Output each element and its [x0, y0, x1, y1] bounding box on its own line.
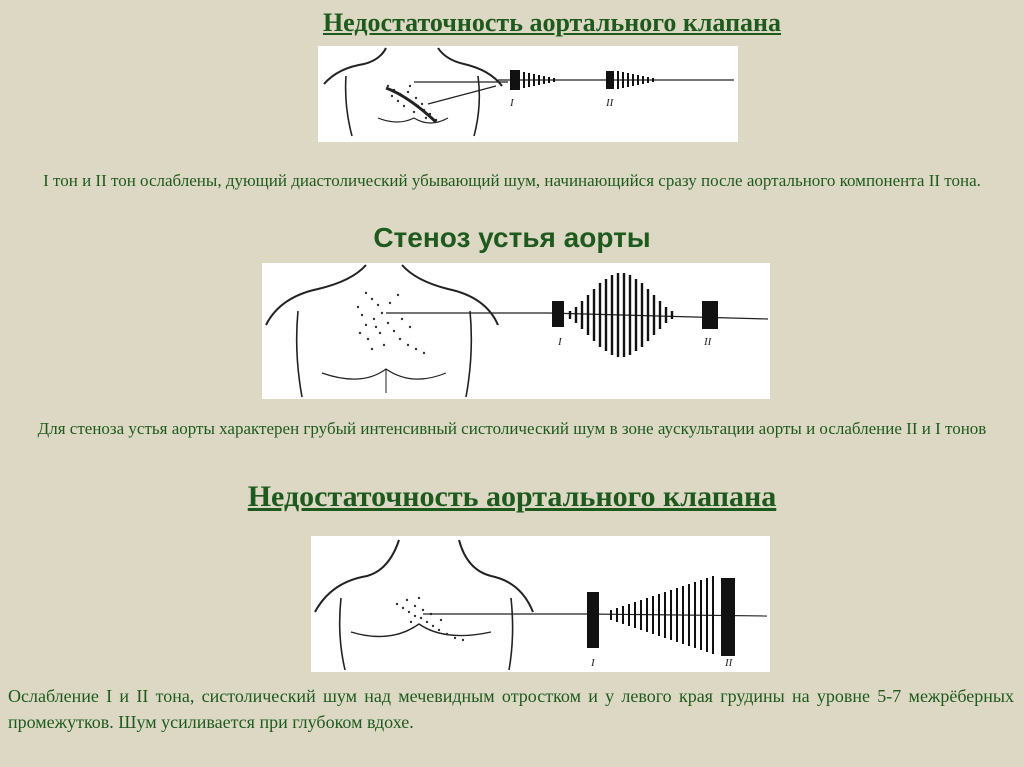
section-3-title: Недостаточность аортального клапана [247, 480, 777, 513]
tone-label-1: I [591, 657, 595, 669]
phonocardiogram-diagram-2 [262, 263, 770, 399]
section-1-caption: I тон и II тон ослаблены, дующий диастолический убывающий шум, начинающийся сразу после аортального компонента II тона. [43, 171, 981, 190]
phonocardiogram-diagram-3 [311, 536, 770, 672]
section-1-title: Недостаточность аортального клапана [322, 8, 782, 37]
section-2-title: Стеноз устья аорты [373, 222, 651, 253]
section-2-caption: Для стеноза устья аорты характерен грубый интенсивный систолический шум в зоне аускультации аорты и ослабление II и I тонов [37, 419, 987, 438]
tone-label-2: II [725, 657, 733, 669]
tone-label-1: I [510, 97, 514, 109]
phonocardiogram-diagram-1 [318, 46, 738, 142]
section-3-caption: Ослабление I и II тона, систолический шум над мечевидным отростком и у левого края грудины на уровне 5-7 межрёберных промежутков. Шум усиливается при глубоком вдохе. [8, 686, 1014, 732]
tone-label-1: I [558, 336, 562, 348]
tone-label-2: II [606, 97, 614, 109]
tone-label-2: II [704, 336, 712, 348]
